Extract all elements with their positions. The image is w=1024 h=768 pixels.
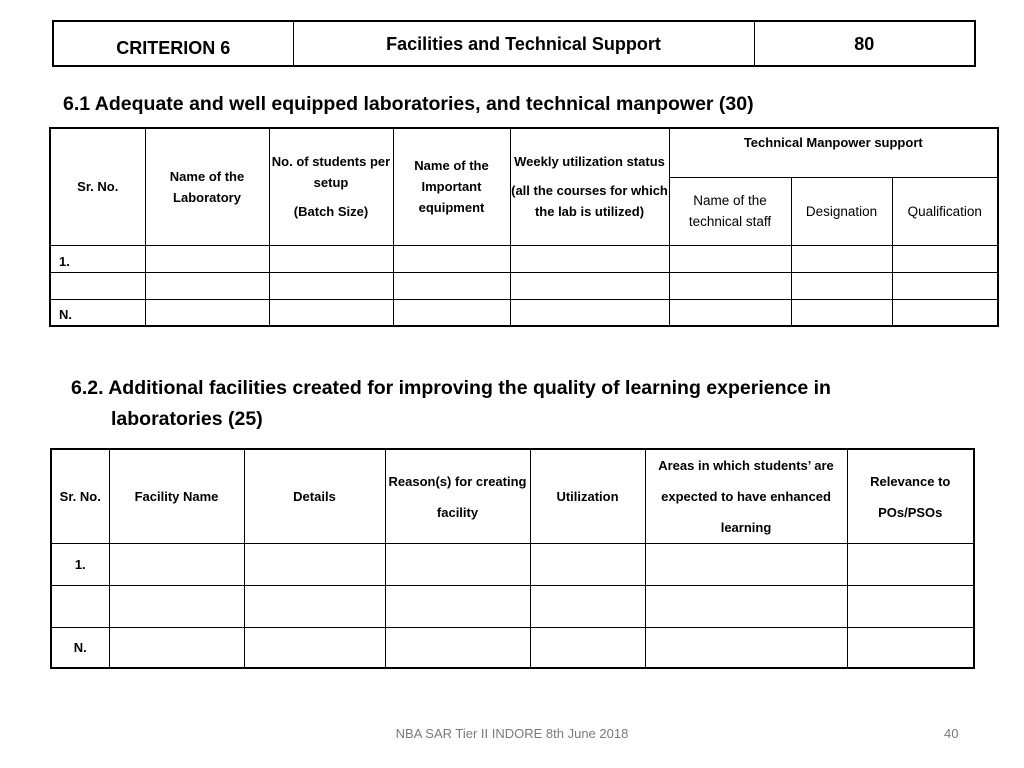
col-details: Details — [244, 449, 385, 544]
additional-facilities-table — [50, 448, 975, 669]
laboratories-table — [49, 127, 999, 327]
criterion-title: Facilities and Technical Support — [293, 21, 754, 66]
table-row — [50, 245, 998, 272]
row-sr-no — [51, 586, 109, 628]
table-row — [51, 544, 974, 586]
col-relevance: Relevance to POs/PSOs — [847, 449, 974, 544]
col-manpower-group: Technical Manpower support — [669, 128, 998, 177]
col-sr-no: Sr. No. — [51, 449, 109, 544]
section-6-2-heading-line1: 6.2. Additional facilities created for improving the quality of learning experience in — [71, 377, 831, 399]
row-sr-no — [50, 272, 145, 299]
col-utilization: Utilization — [530, 449, 645, 544]
section-6-1-heading: 6.1 Adequate and well equipped laboratories, and technical manpower (30) — [63, 93, 754, 115]
col-equipment: Name of the Important equipment — [393, 128, 510, 245]
criterion-header-table — [52, 20, 976, 67]
utilization-label: Weekly utilization status — [514, 154, 665, 170]
col-areas: Areas in which students’ are expected to have enhanced learning — [645, 449, 847, 544]
utilization-note: (all the courses for which the lab is utilized) — [511, 183, 668, 220]
col-sr-no: Sr. No. — [50, 128, 145, 245]
page-number: 40 — [944, 726, 959, 741]
col-utilization — [510, 128, 669, 245]
batch-size-label: (Batch Size) — [293, 204, 369, 220]
col-qualification: Qualification — [892, 177, 998, 245]
col-facility-name: Facility Name — [109, 449, 244, 544]
section-6-2-heading-line2: laboratories (25) — [111, 408, 263, 430]
col-staff-name: Name of the technical staff — [669, 177, 791, 245]
table-row — [51, 628, 974, 668]
row-sr-no: N. — [51, 628, 109, 668]
row-sr-no: 1. — [50, 245, 145, 272]
criterion-label: CRITERION 6 — [53, 21, 293, 66]
students-per-setup-label: No. of students per setup — [271, 154, 391, 191]
col-students-per-setup — [269, 128, 393, 245]
table-row — [51, 586, 974, 628]
criterion-marks: 80 — [754, 21, 975, 66]
col-lab-name: Name of the Laboratory — [145, 128, 269, 245]
row-sr-no: 1. — [51, 544, 109, 586]
row-sr-no: N. — [50, 299, 145, 326]
footer-text: NBA SAR Tier II INDORE 8th June 2018 — [395, 726, 629, 741]
col-designation: Designation — [791, 177, 892, 245]
col-reason: Reason(s) for creating facility — [385, 449, 530, 544]
table-row — [50, 272, 998, 299]
table-row — [50, 299, 998, 326]
